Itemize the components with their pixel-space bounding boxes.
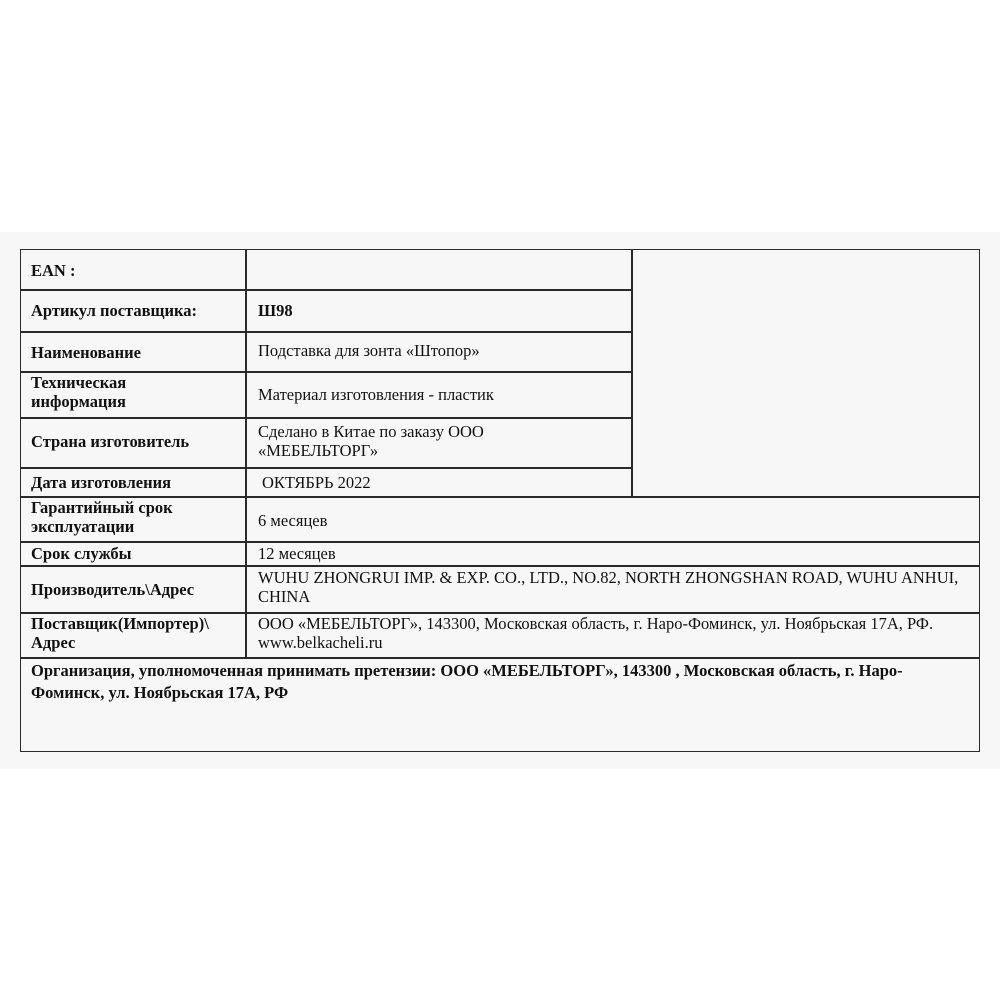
column-divider <box>245 249 247 657</box>
row-divider <box>20 289 632 291</box>
ean-label: EAN : <box>31 260 76 280</box>
name-label: Наименование <box>31 342 141 362</box>
ean-value <box>258 258 970 282</box>
country-label: Страна изготовитель <box>31 431 190 451</box>
name-value: Подставка для зонта «Штопор» <box>258 340 480 360</box>
manufacture-date-label: Дата изготовления <box>31 472 172 492</box>
service-life-value: 12 месяцев <box>258 544 336 563</box>
row-divider <box>20 657 980 659</box>
row-divider <box>20 331 632 333</box>
authorized-organization-text: Организация, уполномоченная принимать претензии: ООО «МЕБЕЛЬТОРГ», 143300 , Московская область, г. Наро-Фоминск, ул. Ноябрьская 17А, РФ <box>31 661 903 702</box>
manufacturer-value: WUHU ZHONGRUI IMP. & EXP. CO., LTD., NO.82, NORTH ZHONGSHAN ROAD, WUHU ANHUI, CHINA <box>258 568 959 606</box>
country-value: Сделано в Китае по заказу ООО «МЕБЕЛЬТОРГ» <box>258 422 484 460</box>
importer-value: ООО «МЕБЕЛЬТОРГ», 143300, Московская область, г. Наро-Фоминск, ул. Ноябрьская 17А, РФ. www.belkacheli.ru <box>258 614 934 652</box>
supplier-article-value: Ш98 <box>258 300 293 320</box>
manufacture-date-value: ОКТЯБРЬ 2022 <box>262 472 371 492</box>
supplier-article-label: Артикул поставщика: <box>31 300 197 320</box>
warranty-value: 6 месяцев <box>258 510 328 530</box>
service-life-label: Срок службы <box>31 544 132 563</box>
row-divider <box>20 417 632 419</box>
technical-info-value: Материал изготовления - пластик <box>258 384 494 404</box>
manufacturer-label: Производитель\Адрес <box>31 579 195 599</box>
row-divider <box>20 565 980 567</box>
row-divider <box>20 467 632 469</box>
importer-label: Поставщик(Импортер)\ Адрес <box>31 614 209 652</box>
warranty-label: Гарантийный срок эксплуатации <box>31 498 173 536</box>
technical-info-label: Техническая информация <box>31 373 127 411</box>
column-divider <box>631 249 633 497</box>
